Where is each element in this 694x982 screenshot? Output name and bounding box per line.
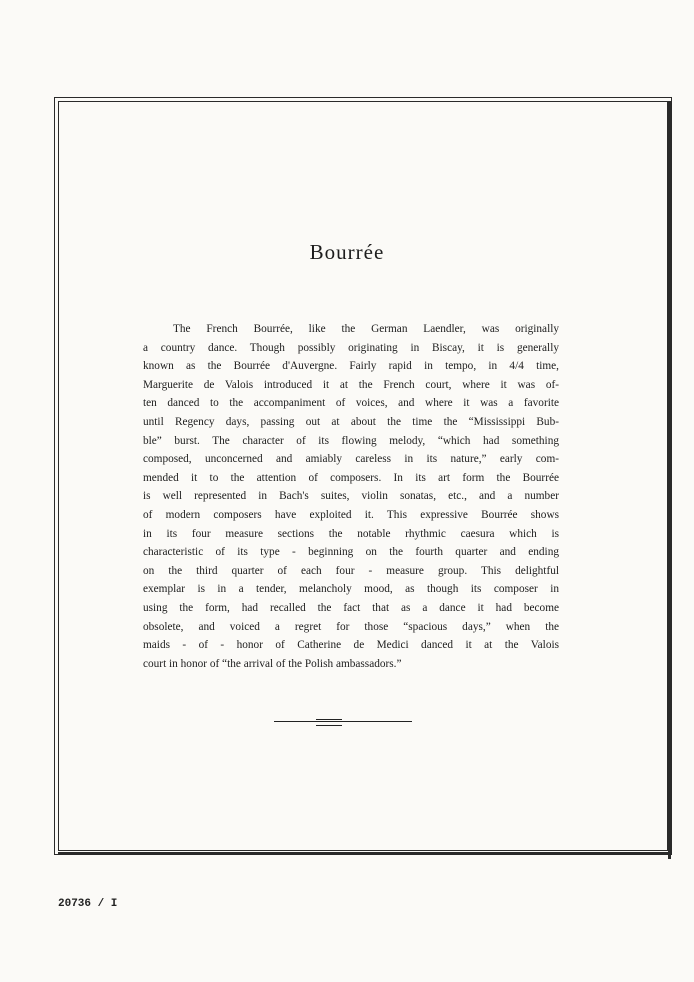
paragraph-line: characteristic of its type - beginning on the fourth quarter and ending xyxy=(143,546,559,559)
ornamental-rule-accent-bottom xyxy=(316,725,342,726)
ornamental-rule xyxy=(274,721,412,722)
paragraph-line: known as the Bourrée d'Auvergne. Fairly rapid in tempo, in 4/4 time, xyxy=(143,360,559,373)
border-shadow-right xyxy=(668,101,671,859)
border-shadow-bottom xyxy=(58,852,671,855)
paragraph-line: in its four measure sections the notable rhythmic caesura which is xyxy=(143,527,559,540)
paragraph-line: court in honor of “the arrival of the Polish ambassadors.” xyxy=(143,657,402,670)
paragraph-line: exemplar is in a tender, melancholy mood, as though its composer in xyxy=(143,583,559,596)
paragraph-line: composed, unconcerned and amiably careless in its nature,” early com- xyxy=(143,453,559,466)
paragraph-line: using the form, had recalled the fact that as a dance it had become xyxy=(143,601,559,614)
plate-number: 20736 / I xyxy=(58,898,118,910)
paragraph-line: mended it to the attention of composers. In its art form the Bourrée xyxy=(143,471,559,484)
page-title: Bourrée xyxy=(309,240,385,264)
ornamental-rule-accent-top xyxy=(316,719,342,720)
paragraph-line: ten danced to the accompaniment of voices, and where it was a favorite xyxy=(143,397,559,410)
paragraph-line: on the third quarter of each four - measure group. This delightful xyxy=(143,564,559,577)
description-paragraph xyxy=(143,320,559,673)
paragraph-line: The French Bourrée, like the German Laendler, was originally xyxy=(173,323,559,335)
paragraph-line: until Regency days, passing out at about the time the “Mississippi Bub- xyxy=(143,415,559,428)
paragraph-line: a country dance. Though possibly originating in Biscay, it is generally xyxy=(143,341,559,354)
paragraph-line: maids - of - honor of Catherine de Medici danced it at the Valois xyxy=(143,639,559,652)
paragraph-line: is well represented in Bach's suites, violin sonatas, etc., and a number xyxy=(143,490,559,503)
paragraph-line: of modern composers have exploited it. This expressive Bourrée shows xyxy=(143,508,559,521)
paragraph-line: obsolete, and voiced a regret for those “spacious days,” when the xyxy=(143,620,559,633)
paragraph-line: Marguerite de Valois introduced it at the French court, where it was of- xyxy=(143,378,559,391)
paragraph-line: ble” burst. The character of its flowing melody, “which had something xyxy=(143,434,559,447)
